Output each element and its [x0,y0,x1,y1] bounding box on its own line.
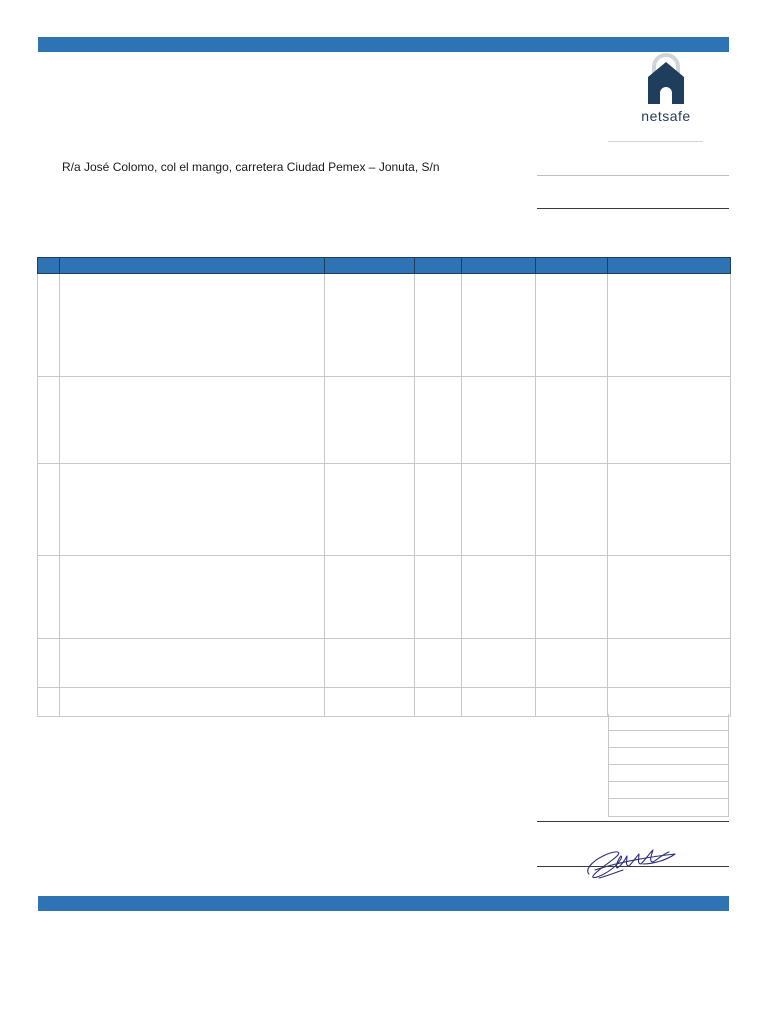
padlock-house-icon [626,50,706,108]
signature-line [537,866,729,867]
table-row [38,377,731,464]
table-cell [60,639,325,688]
table-cell [38,464,60,556]
table-row [38,274,731,377]
company-logo [626,50,706,126]
total-cell [608,765,729,782]
table-cell [38,639,60,688]
totals-box [608,714,729,817]
logo-wordmark: netsafe [641,108,691,124]
table-cell [608,274,731,377]
table-cell [415,464,462,556]
table-cell [38,556,60,639]
table-row [38,639,731,688]
table-cell [38,688,60,717]
table-cell [325,464,415,556]
items-table [37,257,731,717]
table-cell [325,274,415,377]
header-cell-number [38,258,60,274]
table-cell [38,377,60,464]
table-cell [608,464,731,556]
table-cell [60,464,325,556]
header-cell [536,258,608,274]
table-cell [60,377,325,464]
total-cell [608,731,729,748]
handwritten-signature [583,840,679,882]
table-cell [536,556,608,639]
table-cell [325,639,415,688]
company-address: R/a José Colomo, col el mango, carretera Ciudad Pemex – Jonuta, S/n [62,160,440,174]
table-row [38,556,731,639]
table-cell [462,688,536,717]
header-field-line-1 [537,175,729,176]
table-row [38,688,731,717]
total-cell [608,799,729,817]
total-cell [608,782,729,799]
table-cell [325,377,415,464]
footer-band [38,896,729,911]
logo-divider [608,141,703,142]
table-cell [415,688,462,717]
table-cell [536,274,608,377]
table-row [38,464,731,556]
table-cell [38,274,60,377]
table-cell [415,556,462,639]
table-cell [608,639,731,688]
table-cell [462,639,536,688]
table-cell [415,274,462,377]
table-cell [536,688,608,717]
table-cell [608,377,731,464]
header-field-line-2 [537,208,729,209]
table-cell [536,377,608,464]
table-cell [415,377,462,464]
table-cell [462,556,536,639]
table-cell [325,556,415,639]
table-cell [536,464,608,556]
header-cell [608,258,731,274]
header-cell [325,258,415,274]
table-cell [462,274,536,377]
table-header-row [38,258,731,274]
table-cell [415,639,462,688]
total-cell [608,714,729,731]
header-cell-description [60,258,325,274]
table-cell [60,556,325,639]
table-cell [462,377,536,464]
table-cell [325,688,415,717]
table-cell [60,274,325,377]
table-cell [608,556,731,639]
table-cell [462,464,536,556]
header-cell [462,258,536,274]
header-cell [415,258,462,274]
table-cell [536,639,608,688]
totals-underline [537,821,729,822]
table-cell [60,688,325,717]
total-cell [608,748,729,765]
table-cell [608,688,731,717]
